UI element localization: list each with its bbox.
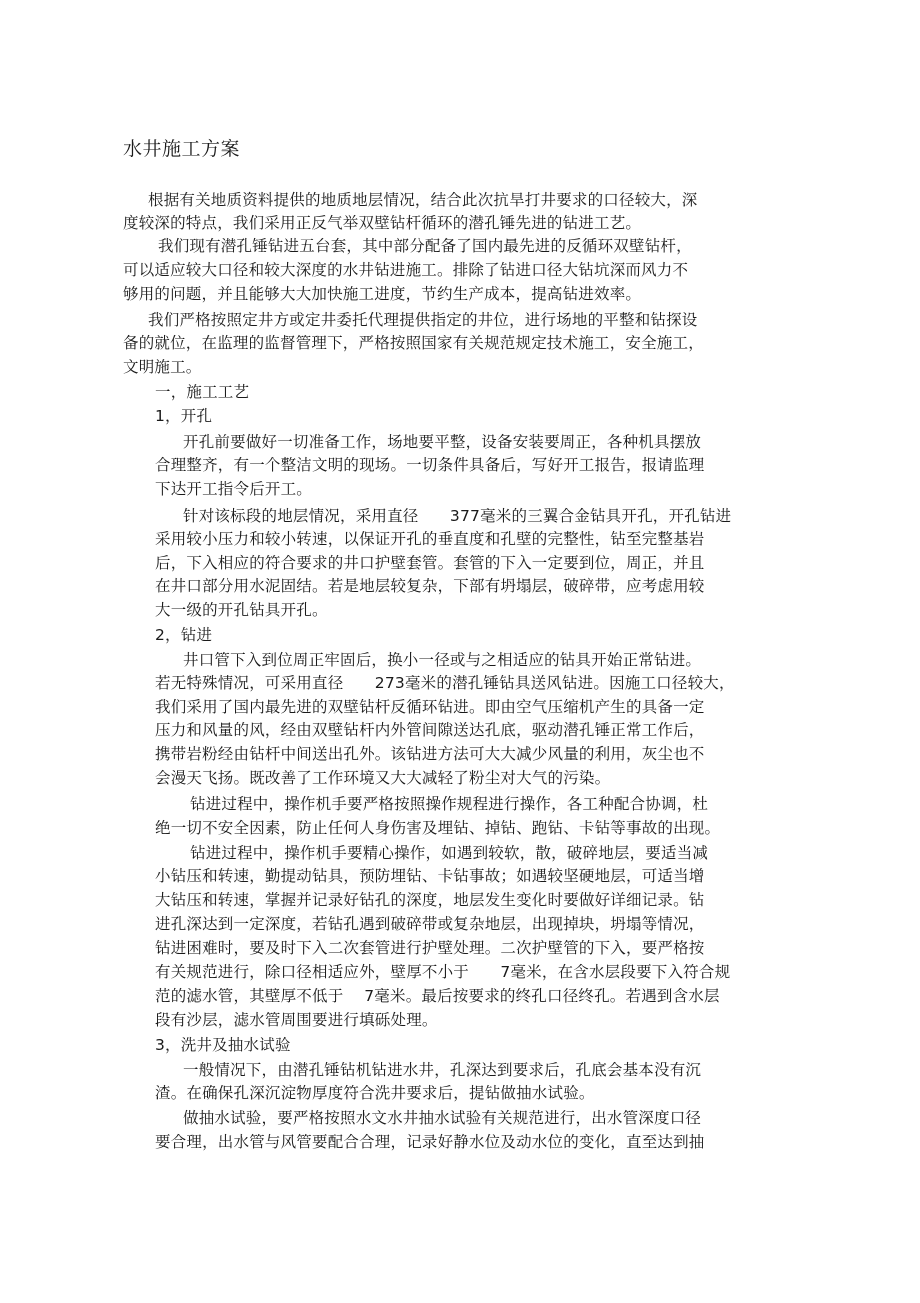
paragraph-line: 要合理，出水管与风管要配合合理，记录好静水位及动水位的变化，直至达到抽 xyxy=(155,1133,705,1151)
paragraph-line: 我们严格按照定井方或定井委托代理提供指定的井位，进行场地的平整和钻探设 xyxy=(148,311,698,329)
section-heading: 一，施工工艺 xyxy=(155,383,250,401)
paragraph-line: 开孔前要做好一切准备工作，场地要平整，设备安装要周正，各种机具摆放 xyxy=(183,433,702,451)
paragraph-line: 范的滤水管，其壁厚不低于 7毫米。最后按要求的终孔口径终孔。若遇到含水层 xyxy=(155,987,720,1005)
paragraph-line: 进孔深达到一定深度，若钻孔遇到破碎带或复杂地层，出现掉块，坍塌等情况， xyxy=(155,915,705,933)
paragraph-line: 可以适应较大口径和较大深度的水井钻进施工。排除了钻进口径大钻坑深而风力不 xyxy=(123,261,689,279)
paragraph-line: 做抽水试验，要严格按照水文水井抽水试验有关规范进行，出水管深度口径 xyxy=(183,1109,702,1127)
paragraph-line: 钻进过程中，操作机手要严格按照操作规程进行操作，各工种配合协调，杜 xyxy=(190,795,709,813)
paragraph-line: 我们采用了国内最先进的双壁钻杆反循环钻进。即由空气压缩机产生的具备一定 xyxy=(155,698,705,716)
paragraph-line: 根据有关地质资料提供的地质地层情况，结合此次抗旱打井要求的口径较大，深 xyxy=(148,191,698,209)
paragraph-line: 大钻压和转速，掌握并记录好钻孔的深度，地层发生变化时要做好详细记录。钻 xyxy=(155,891,705,909)
paragraph-line: 度较深的特点，我们采用正反气举双壁钻杆循环的潜孔锤先进的钻进工艺。 xyxy=(123,214,642,232)
paragraph-line: 后，下入相应的符合要求的井口护壁套管。套管的下入一定要到位，周正，并且 xyxy=(155,554,705,572)
paragraph-line: 采用较小压力和较小转速，以保证开孔的垂直度和孔壁的完整性，钻至完整基岩 xyxy=(155,530,705,548)
subsection-heading: 3，洗井及抽水试验 xyxy=(155,1036,291,1054)
paragraph-line: 携带岩粉经由钻杆中间送出孔外。该钻进方法可大大减少风量的利用，灰尘也不 xyxy=(155,745,705,763)
paragraph-line: 井口管下入到位周正牢固后，换小一径或与之相适应的钻具开始正常钻进。 xyxy=(183,651,702,669)
document-title: 水井施工方案 xyxy=(123,138,241,160)
paragraph-line: 我们现有潜孔锤钻进五台套，其中部分配备了国内最先进的反循环双壁钻杆， xyxy=(158,237,692,255)
paragraph-line: 有关规范进行，除口径相适应外，壁厚不小于 7毫米，在含水层段要下入符合规 xyxy=(155,963,731,981)
paragraph-line: 会漫天飞扬。既改善了工作环境又大大减轻了粉尘对大气的污染。 xyxy=(155,769,611,787)
subsection-heading: 2，钻进 xyxy=(155,626,213,644)
paragraph-line: 渣。在确保孔深沉淀物厚度符合洗井要求后，提钻做抽水试验。 xyxy=(155,1084,595,1102)
paragraph-line: 钻进困难时，要及时下入二次套管进行护壁处理。二次护壁管的下入，要严格按 xyxy=(155,939,705,957)
paragraph-line: 文明施工。 xyxy=(123,358,202,376)
paragraph-line: 够用的问题，并且能够大大加快施工进度，节约生产成本，提高钻进效率。 xyxy=(123,285,642,303)
paragraph-line: 下达开工指令后开工。 xyxy=(155,480,313,498)
paragraph-line: 段有沙层，滤水管周围要进行填砾处理。 xyxy=(155,1011,438,1029)
paragraph-line: 绝一切不安全因素，防止任何人身伤害及埋钻、掉钻、跑钻、卡钻等事故的出现。 xyxy=(155,819,721,837)
paragraph-line: 若无特殊情况，可采用直径 273毫米的潜孔锤钻具送风钻进。因施工口径较大， xyxy=(155,674,735,692)
paragraph-line: 小钻压和转速，勤提动钻具，预防埋钻、卡钻事故；如遇较坚硬地层，可适当增 xyxy=(155,867,705,885)
paragraph-line: 备的就位，在监理的监督管理下，严格按照国家有关规范规定技术施工，安全施工， xyxy=(123,334,704,352)
paragraph-line: 在井口部分用水泥固结。若是地层较复杂，下部有坍塌层，破碎带，应考虑用较 xyxy=(155,577,705,595)
paragraph-line: 大一级的开孔钻具开孔。 xyxy=(155,601,328,619)
subsection-heading: 1，开孔 xyxy=(155,407,213,425)
paragraph-line: 一般情况下，由潜孔锤钻机钻进水井，孔深达到要求后，孔底会基本没有沉 xyxy=(183,1061,702,1079)
paragraph-line: 针对该标段的地层情况，采用直径 377毫米的三翼合金钻具开孔，开孔钻进 xyxy=(183,507,732,525)
paragraph-line: 合理整齐，有一个整洁文明的现场。一切条件具备后，写好开工报告，报请监理 xyxy=(155,456,705,474)
paragraph-line: 压力和风量的风，经由双壁钻杆内外管间隙送达孔底，驱动潜孔锤正常工作后， xyxy=(155,721,705,739)
paragraph-line: 钻进过程中，操作机手要精心操作，如遇到较软，散，破碎地层，要适当减 xyxy=(190,844,709,862)
